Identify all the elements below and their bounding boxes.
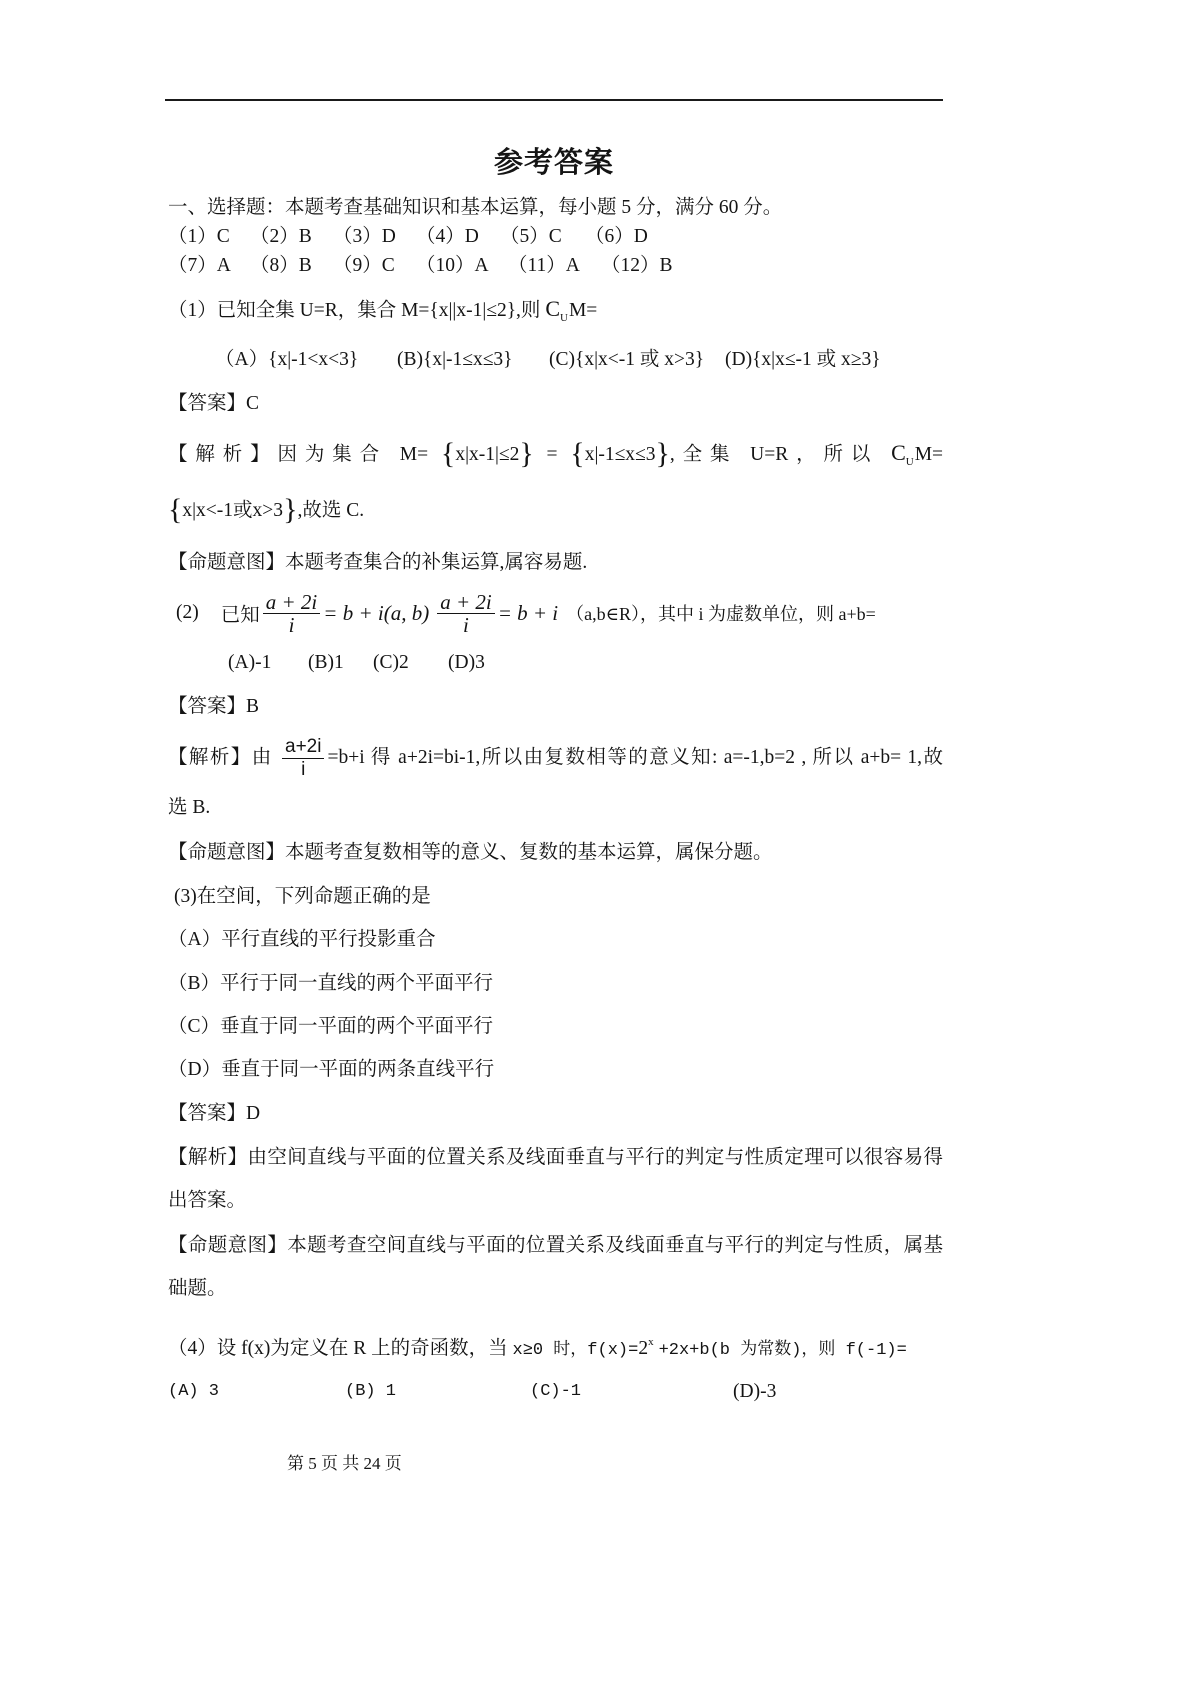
answer-key-item: （7）A <box>168 255 231 276</box>
set-body: x|-1≤x≤3 <box>584 444 656 465</box>
option-b: (B)1 <box>308 652 344 673</box>
question-4-stem <box>168 1330 907 1363</box>
fraction <box>263 591 321 636</box>
analysis-label: 【解析】 <box>168 444 278 465</box>
complement-symbol: C <box>545 296 560 321</box>
fraction <box>282 736 324 781</box>
analysis-text: ,故选 C. <box>297 500 365 521</box>
answer-key-item: （12）B <box>601 255 673 276</box>
section-heading: 一、选择题：本题考查基础知识和基本运算，每小题 5 分，满分 60 分。 <box>168 197 783 218</box>
answer-value: B <box>246 696 260 717</box>
analysis-text: 因为集合 M= <box>277 444 429 465</box>
left-brace: { <box>570 437 585 470</box>
set-expression <box>570 438 670 471</box>
answer-label: 【答案】 <box>168 393 247 414</box>
fraction-numerator: a+2i <box>282 736 324 759</box>
question-3-intent-line-2: 础题。 <box>168 1278 227 1299</box>
page-title: 参考答案 <box>493 145 614 179</box>
set-expression <box>441 438 534 471</box>
fraction-numerator: a + 2i <box>263 591 321 614</box>
question-2-analysis-line-1 <box>168 735 943 781</box>
option-c: （C）垂直于同一平面的两个平面平行 <box>168 1016 494 1037</box>
answer-key-item: （9）C <box>333 255 395 276</box>
question-1-answer <box>168 392 259 416</box>
complement-subscript: U <box>905 456 914 468</box>
question-2-intent <box>168 841 773 865</box>
right-brace: } <box>519 437 534 470</box>
answer-key-item: （10）A <box>416 255 489 276</box>
question-1-analysis-line-2 <box>168 494 364 527</box>
analysis-text: 由 <box>251 747 273 768</box>
option-a: （A）平行直线的平行投影重合 <box>168 929 436 950</box>
intent-text: 本题考查复数相等的意义、复数的基本运算，属保分题。 <box>285 842 773 863</box>
complement-subscript: U <box>560 312 568 324</box>
answer-key-item: （3）D <box>333 226 396 247</box>
answer-label: 【答案】 <box>168 696 247 717</box>
question-3-intent-line-1 <box>168 1234 943 1258</box>
fraction-denominator: i <box>288 612 295 637</box>
answer-key-item: （4）D <box>416 226 479 247</box>
analysis-text: =b+i 得 a+2i=bi-1,所以由复数相等的意义知: a=-1,b=2 , 所以 a+b= 1,故 <box>327 747 943 768</box>
fraction-denominator: i <box>301 759 306 781</box>
intent-text: 本题考查集合的补集运算,属容易题. <box>285 552 588 573</box>
equals-sign: = <box>546 444 558 465</box>
left-brace: { <box>168 493 183 526</box>
question-number: (2) <box>176 602 199 623</box>
complement-set: M= <box>914 444 944 465</box>
question-2-stem <box>176 589 876 637</box>
answer-key-item: （11）A <box>508 255 580 276</box>
option-d: (D)3 <box>448 652 485 673</box>
answer-label: 【答案】 <box>168 1103 247 1124</box>
analysis-text: 由空间直线与平面的位置关系及线面垂直与平行的判定与性质定理可以很容易得 <box>247 1147 943 1168</box>
complement-symbol: C <box>891 440 906 465</box>
analysis-text: ,全集 U=R，所以 <box>669 444 879 465</box>
question-4-stem-part-1: （4）设 f(x)为定义在 R 上的奇函数，当 <box>168 1338 508 1359</box>
question-3-answer <box>168 1102 260 1126</box>
math-expression: = b + i(a, b) <box>323 600 430 625</box>
fraction <box>437 591 495 636</box>
answer-key-item: （1）C <box>168 226 230 247</box>
power-base: 2 <box>638 1338 649 1359</box>
answer-key-item: （2）B <box>250 226 312 247</box>
complement-notation <box>545 296 598 324</box>
analysis-label: 【解析】 <box>168 747 252 768</box>
question-2-lead: 已知 <box>220 605 260 626</box>
fraction-numerator: a + 2i <box>437 591 495 614</box>
page-footer: 第 5 页 共 24 页 <box>287 1454 402 1473</box>
option-c: (C){x|x<-1 或 x>3} <box>549 349 705 370</box>
answer-value: D <box>246 1103 261 1124</box>
intent-label: 【命题意图】 <box>168 552 286 573</box>
option-a: (A)-1 <box>228 652 272 673</box>
intent-label: 【命题意图】 <box>168 1235 288 1256</box>
option-b: (B) 1 <box>345 1382 397 1401</box>
set-body: x|x-1|≤2 <box>455 444 520 465</box>
option-a: （A）{x|-1<x<3} <box>215 349 359 370</box>
option-d: (D)-3 <box>733 1381 777 1402</box>
question-2-tail: （a,b∈R），其中 i 为虚数单位，则 a+b= <box>566 604 876 624</box>
question-3-analysis-line-2: 出答案。 <box>168 1190 247 1211</box>
question-3-stem: (3)在空间，下列命题正确的是 <box>174 886 431 907</box>
answer-key-item: （6）D <box>585 226 648 247</box>
option-c: (C)-1 <box>530 1382 582 1401</box>
complement-notation <box>891 437 943 478</box>
header-rule <box>165 99 943 101</box>
answer-key-item: （8）B <box>250 255 312 276</box>
option-c: (C)2 <box>373 652 409 673</box>
right-brace: } <box>283 493 298 526</box>
option-d: (D){x|x≤-1 或 x≥3} <box>725 349 881 370</box>
question-2-answer <box>168 695 259 719</box>
set-expression <box>168 493 298 526</box>
left-brace: { <box>440 437 456 470</box>
option-b: （B）平行于同一直线的两个平面平行 <box>168 973 494 994</box>
option-b: (B){x|-1≤x≤3} <box>397 349 513 370</box>
question-4-stem-part-2: x≥0 时，f(x)= <box>512 1341 639 1360</box>
answer-key-item: （5）C <box>500 226 562 247</box>
question-1-intent <box>168 551 587 575</box>
question-1-analysis-line-1 <box>168 437 943 478</box>
intent-label: 【命题意图】 <box>168 842 286 863</box>
question-1-stem-text: （1）已知全集 U=R，集合 M={x||x-1|≤2},则 <box>168 300 541 321</box>
set-body: x|x<-1或x>3 <box>182 500 284 521</box>
question-3-analysis-line-1 <box>168 1146 943 1170</box>
analysis-label: 【解析】 <box>168 1147 248 1168</box>
question-4-stem-part-3: +2x+b(b 为常数)，则 f(-1)= <box>658 1341 907 1360</box>
question-2-analysis-line-2: 选 B. <box>168 797 211 818</box>
option-a: (A) 3 <box>168 1382 220 1401</box>
complement-set: M= <box>568 300 598 321</box>
option-d: （D）垂直于同一平面的两条直线平行 <box>168 1059 495 1080</box>
math-expression: = b + i <box>497 600 559 625</box>
intent-text: 本题考查空间直线与平面的位置关系及线面垂直与平行的判定与性质，属基 <box>287 1235 943 1256</box>
question-1-stem <box>168 297 597 330</box>
fraction-denominator: i <box>463 612 469 637</box>
right-brace: } <box>655 437 670 470</box>
answer-value: C <box>246 393 260 414</box>
power-exponent: x <box>648 1336 654 1348</box>
